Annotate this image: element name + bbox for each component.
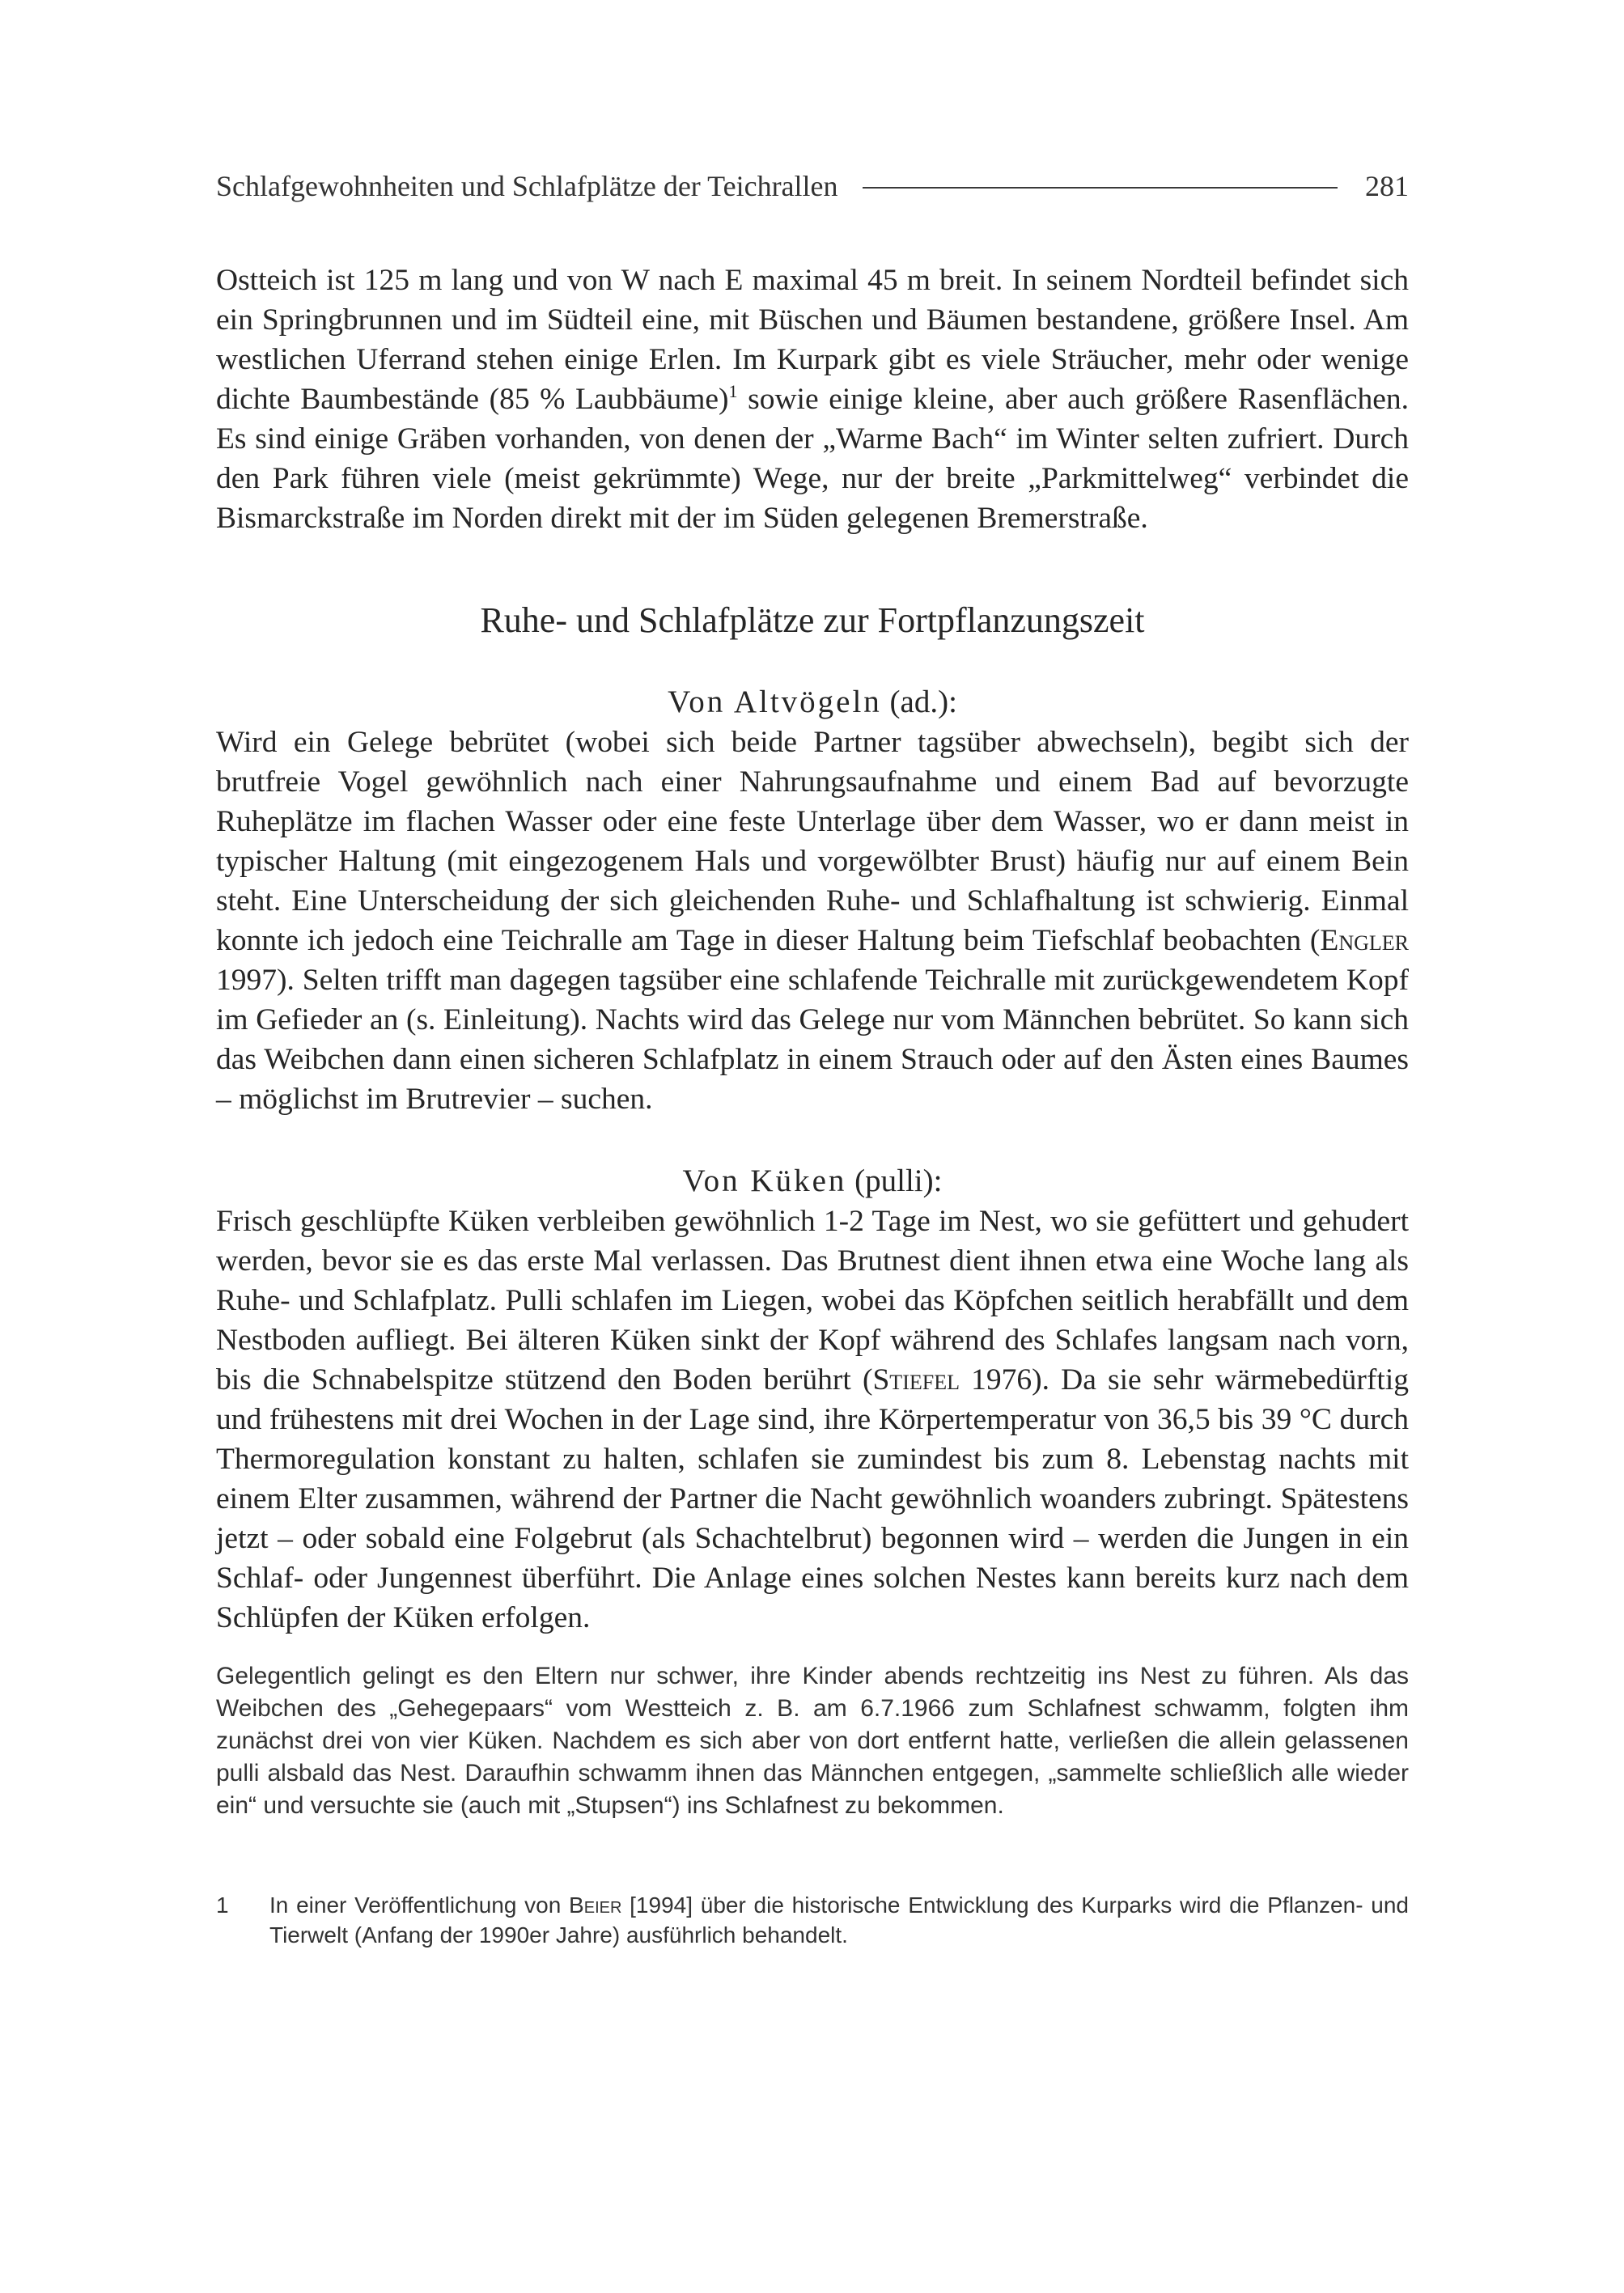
footnote-number: 1 — [216, 1892, 229, 1918]
subheading-chicks — [216, 1119, 1409, 1202]
chicks-text-part-1: Frisch geschlüpfte Küken verbleiben gewöhnlich 1-2 Tage im Nest, wo sie gefüttert und gehudert werden, bevor sie es das erste Mal verlassen. Das Brutnest dient ihnen etwa eine Woche lang als Ruhe- und Schlafplatz. Pulli schlafen im Liegen, wobei das Köpfchen seitlich herabfällt und dem Nestboden aufliegt. Bei älteren Küken sinkt der Kopf während des Schlafes langsam nach vorn, bis die Schnabelspitze stützend den Boden berührt ( — [216, 1205, 1409, 1397]
running-header-title: Schlafgewohnheiten und Schlafplätze der Teichrallen — [216, 170, 838, 202]
intro-text-part-2: sowie einige kleine, aber auch größere Rasenflächen. Es sind einige Gräben vorhanden, von denen der „Warme Bach“ im Winter selten zufriert. Durch den Park führen viele (meist gekrümmte) Wege, nur der breite „Parkmittelweg“ verbindet die Bismarckstraße im Norden direkt mit der im Süden gelegenen Bremerstraße. — [216, 383, 1409, 535]
subheading-chicks-spaced: Von Küken — [682, 1163, 847, 1198]
header-rule — [863, 187, 1338, 189]
chicks-text-part-2: 1976). Da sie sehr wärmebedürftig und frühestens mit drei Wochen in der Lage sind, ihre Körpertemperatur von 36,5 bis 39 °C durch Thermoregulation konstant zu halten, schlafen sie zumindest bis zum 8. Lebenstag nachts mit einem Elter zusammen, während der Partner die Nacht gewöhnlich woanders zubringt. Spätestens jetzt – oder sobald eine Folgebrut (als Schachtelbrut) begonnen wird – werden die Jungen in ein Schlaf- oder Jungennest überführt. Die Anlage eines solchen Nestes kann bereits kurz nach dem Schlüpfen der Küken erfolgen. — [216, 1363, 1409, 1634]
chicks-paragraph — [216, 1202, 1409, 1638]
author-citation-stiefel: Stiefel — [872, 1363, 960, 1397]
page-number: 281 — [1365, 170, 1409, 202]
observation-note: Gelegentlich gelingt es den Eltern nur schwer, ihre Kinder abends rechtzeitig ins Nest zu führen. Als das Weibchen des „Gehegepaars“ vom Westteich z. B. am 6.7.1966 zum Schlafnest schwamm, folgten ihm zunächst drei von vier Küken. Nachdem es sich aber von dort entfernt hatte, verließen die allein gelassenen pulli alsbald das Nest. Daraufhin schwamm ihnen das Männchen entgegen, „sammelte schließlich alle wieder ein“ und versuchte sie (auch mit „Stupsen“) ins Schlafnest zu bekommen. — [216, 1663, 1409, 1819]
footnote-reference[interactable]: 1 — [728, 381, 738, 401]
footnote-text — [269, 1890, 1409, 1950]
section-heading: Ruhe- und Schlafplätze zur Fortpflanzungszeit — [480, 600, 1145, 640]
subheading-adults — [216, 668, 1409, 723]
author-citation-engler: Engler — [1320, 924, 1409, 957]
adults-paragraph — [216, 723, 1409, 1119]
subheading-chicks-rest: (pulli): — [846, 1163, 943, 1198]
adults-text-part-2: 1997). Selten trifft man dagegen tagsüber eine schlafende Teichralle mit zurückgewendetem Kopf im Gefieder an (s. Einleitung). Nachts wird das Gelege nur vom Männchen bebrütet. So kann sich das Weibchen dann einen sicheren Schlafplatz in einem Strauch oder auf den Ästen eines Baumes – möglichst im Brutrevier – suchen. — [216, 964, 1409, 1116]
running-header — [216, 162, 1409, 210]
footnote-text-part-1: In einer Veröffentlichung von — [269, 1892, 570, 1918]
footnote-text-part-2: [1994] über die historische Entwicklung des Kurparks wird die Pflanzen- und Tierwelt (Anfang der 1990er Jahre) ausführlich behandelt. — [269, 1892, 1409, 1948]
subheading-adults-rest: (ad.): — [881, 685, 957, 719]
intro-text-part-1: Ostteich ist 125 m lang und von W nach E maximal 45 m breit. In seinem Nordteil befindet sich ein Springbrunnen und im Südteil eine, mit Büschen und Bäumen bestandene, größere Insel. Am westlichen Uferrand stehen einige Erlen. Im Kurpark gibt es viele Sträucher, mehr oder wenige dichte Baumbestände (85 % Laubbäume) — [216, 264, 1409, 416]
adults-text-part-1: Wird ein Gelege bebrütet (wobei sich beide Partner tagsüber abwechseln), begibt sich der brutfreie Vogel gewöhnlich nach einer Nahrungsaufnahme und einem Bad auf bevorzugte Ruheplätze im flachen Wasser oder eine feste Unterlage über dem Wasser, wo er dann meist in typischer Haltung (mit eingezogenem Hals und vorgewölbter Brust) häufig nur auf einem Bein steht. Eine Unterscheidung der sich gleichenden Ruhe- und Schlafhaltung ist schwierig. Einmal konnte ich jedoch eine Teichralle am Tage in dieser Haltung beim Tiefschlaf beobachten ( — [216, 726, 1409, 957]
footnote — [216, 1890, 1409, 1950]
page-content — [216, 261, 1409, 1950]
intro-paragraph — [216, 261, 1409, 538]
author-citation-beier: Beier — [569, 1892, 622, 1918]
subheading-adults-spaced: Von Altvögeln — [668, 685, 882, 719]
